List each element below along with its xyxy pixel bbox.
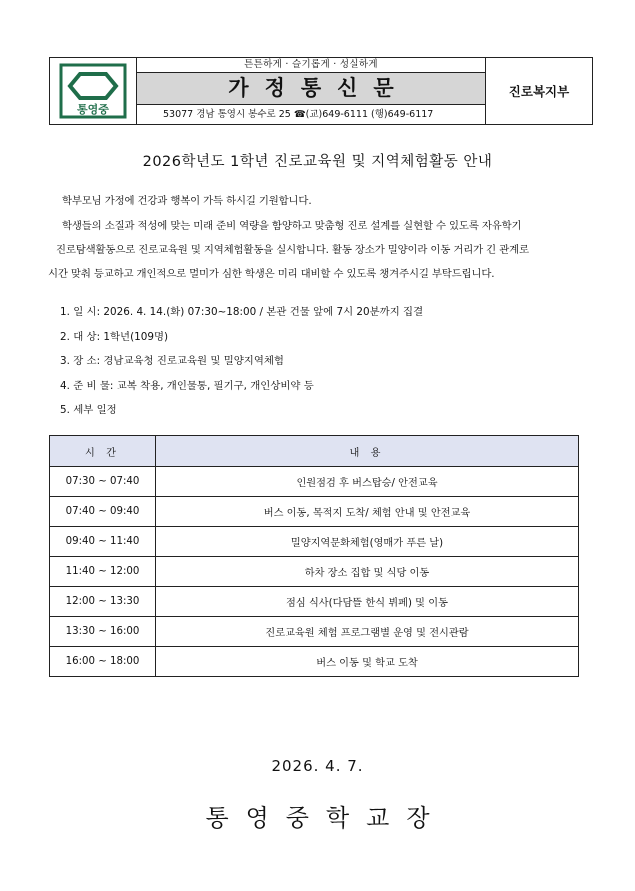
content-cell: 인원점검 후 버스탑승/ 안전교육 bbox=[156, 467, 579, 497]
content-cell: 점심 식사(다담뜰 한식 뷔페) 및 이동 bbox=[156, 587, 579, 617]
time-cell: 16:00 ~ 18:00 bbox=[50, 647, 156, 677]
issue-date: 2026. 4. 7. bbox=[271, 757, 364, 775]
column-header-content: 내 용 bbox=[156, 436, 579, 467]
content-cell: 밀양지역문화체험(영매가 푸른 날) bbox=[156, 527, 579, 557]
info-item-place: 3. 장 소: 경남교육청 진로교육원 및 밀양지역체험 bbox=[60, 355, 284, 367]
table-row bbox=[50, 497, 579, 527]
school-logo bbox=[50, 58, 137, 124]
time-cell: 12:00 ~ 13:30 bbox=[50, 587, 156, 617]
info-item-supplies: 4. 준 비 물: 교복 착용, 개인물통, 필기구, 개인상비약 등 bbox=[60, 379, 314, 392]
time-cell: 11:40 ~ 12:00 bbox=[50, 557, 156, 587]
body-line-3: 시간 맞춰 등교하고 개인적으로 멀미가 심한 학생은 미리 대비할 수 있도록 챙겨주시길 부탁드립니다. bbox=[48, 268, 495, 280]
content-cell: 진로교육원 체험 프로그램별 운영 및 전시관람 bbox=[156, 617, 579, 647]
table-row bbox=[50, 647, 579, 677]
document-title: 2026학년도 1학년 진로교육원 및 지역체험활동 안내 bbox=[142, 154, 493, 170]
content-cell: 하차 장소 집합 및 식당 이동 bbox=[156, 557, 579, 587]
schedule-table bbox=[49, 435, 579, 677]
info-item-datetime: 1. 일 시: 2026. 4. 14.(화) 07:30~18:00 / 본관 건물 앞에 7시 20분까지 집결 bbox=[60, 306, 424, 318]
table-row bbox=[50, 587, 579, 617]
header-center bbox=[137, 58, 486, 124]
body-line-1: 학생들의 소질과 적성에 맞는 미래 준비 역량을 함양하고 맞춤형 진로 설계를 실현할 수 있도록 자유학기 bbox=[62, 220, 522, 232]
table-row bbox=[50, 527, 579, 557]
table-row bbox=[50, 467, 579, 497]
content-cell: 버스 이동, 목적지 도착/ 체험 안내 및 안전교육 bbox=[156, 497, 579, 527]
table-header-row bbox=[50, 436, 579, 467]
time-cell: 13:30 ~ 16:00 bbox=[50, 617, 156, 647]
school-address: 53077 경남 통영시 봉수로 25 ☎(교)649-6111 (행)649-6117 bbox=[163, 109, 434, 120]
content-cell: 버스 이동 및 학교 도착 bbox=[156, 647, 579, 677]
column-header-time: 시 간 bbox=[50, 436, 156, 467]
table-row bbox=[50, 617, 579, 647]
time-cell: 09:40 ~ 11:40 bbox=[50, 527, 156, 557]
greeting-text: 학부모님 가정에 건강과 행복이 가득 하시길 기원합니다. bbox=[62, 195, 312, 207]
table-row bbox=[50, 557, 579, 587]
info-list bbox=[60, 300, 423, 423]
info-item-schedule: 5. 세부 일정 bbox=[60, 404, 117, 416]
school-emblem-icon bbox=[58, 62, 128, 120]
info-item-target: 2. 대 상: 1학년(109명) bbox=[60, 330, 169, 343]
school-motto: 튼튼하게 · 슬기롭게 · 성실하게 bbox=[137, 58, 485, 73]
letter-title: 가정통신문 bbox=[137, 73, 485, 105]
body-line-2: 진로탐색활동으로 진로교육원 및 지역체험활동을 실시합니다. 활동 장소가 밀양이라 이동 거리가 긴 관계로 bbox=[56, 244, 529, 256]
time-cell: 07:30 ~ 07:40 bbox=[50, 467, 156, 497]
svg-text:통영중: 통영중 bbox=[77, 103, 109, 116]
principal-signature: 통영중학교장 bbox=[205, 804, 447, 832]
letter-header bbox=[49, 57, 593, 125]
department-name: 진로복지부 bbox=[508, 84, 570, 99]
time-cell: 07:40 ~ 09:40 bbox=[50, 497, 156, 527]
